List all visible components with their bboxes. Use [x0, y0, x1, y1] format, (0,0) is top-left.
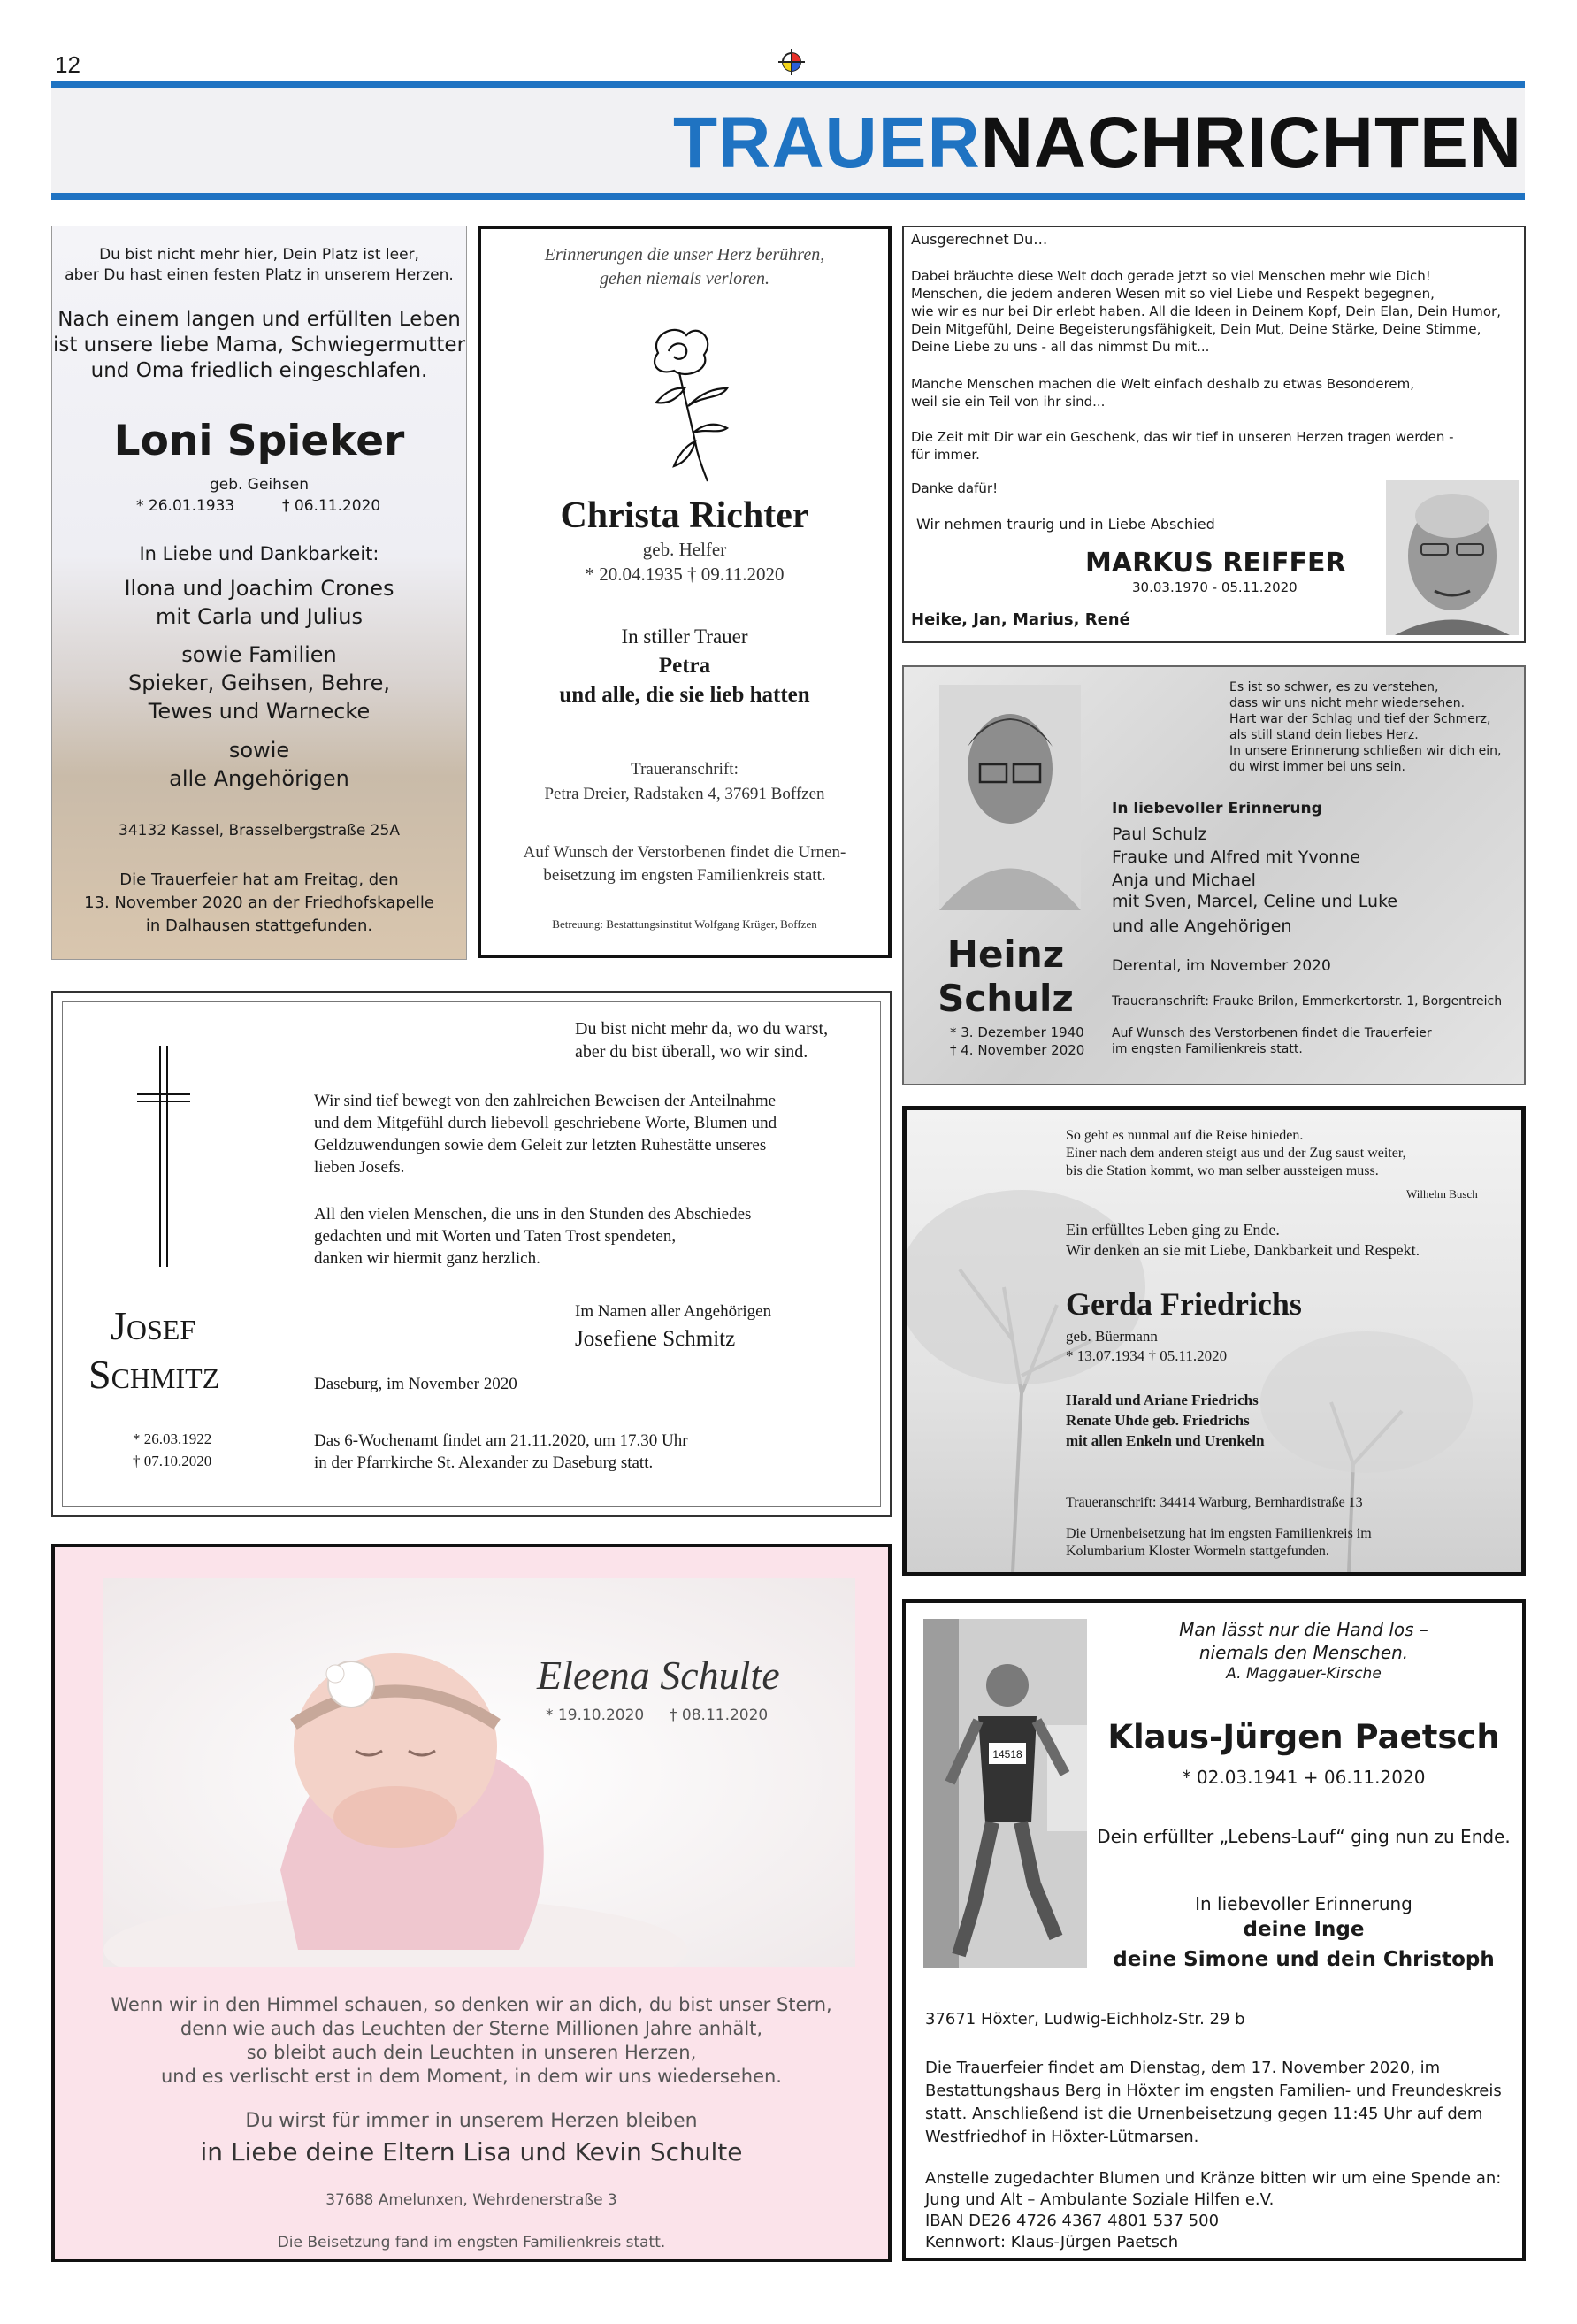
- mourner-line: und alle, die sie lieb hatten: [559, 683, 810, 707]
- donation-line: Anstelle zugedachter Blumen und Kränze bitten wir um eine Spende an:: [925, 2169, 1502, 2188]
- verse-line: denn wie auch das Leuchten der Sterne Millionen Jahre anhält,: [180, 2018, 763, 2039]
- verse-line: und es verlischt erst in dem Moment, in dem wir uns wiedersehen.: [160, 2066, 782, 2087]
- text-line: Deine Liebe zu uns - all das nimmst Du mit...: [911, 339, 1210, 355]
- mourners: Heike, Jan, Marius, René: [911, 610, 1130, 629]
- text-line: Menschen, die jedem anderen Wesen mit so viel Liebe und Respekt begegnen,: [911, 286, 1435, 302]
- intro-line: und Oma friedlich eingeschlafen.: [90, 359, 428, 382]
- cross-icon: [137, 1046, 190, 1267]
- address: Petra Dreier, Radstaken 4, 37691 Boffzen: [544, 785, 825, 803]
- obituary-christa-richter: [478, 226, 892, 958]
- mourner-line: Renate Uhde geb. Friedrichs: [1066, 1412, 1250, 1429]
- header-top-rule: [51, 81, 1525, 88]
- life-dates: * 20.04.1935 † 09.11.2020: [585, 564, 785, 585]
- poem-line: Einer nach dem anderen steigt aus und der Zug saust weiter,: [1066, 1146, 1406, 1161]
- quote-line: gehen niemals verloren.: [600, 269, 769, 288]
- quote-author: A. Maggauer-Kirsche: [1226, 1665, 1382, 1683]
- obituary-heinz-schulz: [902, 665, 1526, 1085]
- mourner-line: und alle Angehörigen: [1112, 917, 1292, 936]
- funeral-line: statt. Anschließend ist die Urnenbeisetzung gegen 11:45 Uhr auf dem: [925, 2105, 1483, 2123]
- mourner-line: mit allen Enkeln und Urenkeln: [1066, 1432, 1265, 1449]
- maiden-name: geb. Büermann: [1066, 1328, 1158, 1345]
- mourner-line: mit Sven, Marcel, Celine und Luke: [1112, 892, 1398, 911]
- note-line: Kolumbarium Kloster Wormeln stattgefunden.: [1066, 1544, 1329, 1559]
- obituary-eleena-schulte: [51, 1544, 892, 2262]
- mourner-line: Harald und Ariane Friedrichs: [1066, 1392, 1259, 1408]
- last-name: Schulz: [938, 977, 1074, 1020]
- text-line: Wir sind tief bewegt von den zahlreichen Beweisen der Anteilnahme: [314, 1092, 777, 1110]
- text-line: Ein erfülltes Leben ging zu Ende.: [1066, 1221, 1280, 1239]
- last-name: Schmitz: [88, 1352, 220, 1397]
- funeral-line: Die Trauerfeier findet am Dienstag, dem 17. November 2020, im: [925, 2059, 1441, 2077]
- quote-line: Du bist nicht mehr da, wo du warst,: [575, 1019, 829, 1039]
- behalf-line: Im Namen aller Angehörigen: [575, 1302, 772, 1321]
- quote-line: aber Du hast einen festen Platz in unserem Herzen.: [65, 266, 454, 284]
- death-date: † 4. November 2020: [950, 1042, 1085, 1058]
- mourner-line: sowie: [228, 738, 290, 763]
- page-title: [673, 99, 1522, 188]
- poem-line: bis die Station kommt, wo man selber aussteigen muss.: [1066, 1163, 1379, 1178]
- deceased-name: MARKUS REIFFER: [1085, 548, 1346, 579]
- text-line: Dein Mitgefühl, Deine Begeisterungsfähigkeit, Dein Mut, Deine Stärke, Deine Stimme,: [911, 321, 1481, 337]
- mourner-line: Anja und Michael: [1112, 871, 1256, 890]
- quote-line: als still stand dein liebes Herz.: [1229, 728, 1419, 742]
- deceased-name: Loni Spieker: [113, 417, 405, 465]
- life-dates: * 02.03.1941 + 06.11.2020: [1182, 1767, 1426, 1788]
- title-part-black: NACHRICHTEN: [980, 103, 1522, 183]
- life-dates: 30.03.1970 - 05.11.2020: [1132, 579, 1298, 595]
- text-line: danken wir hiermit ganz herzlich.: [314, 1249, 540, 1268]
- text-line: Manche Menschen machen die Welt einfach deshalb zu etwas Besonderem,: [911, 376, 1415, 392]
- birth-date: * 19.10.2020: [546, 1707, 645, 1724]
- note-line: im engsten Familienkreis statt.: [1112, 1042, 1303, 1056]
- funeral-line: Westfriedhof in Höxter-Lütmarsen.: [925, 2128, 1199, 2146]
- deceased-name: Gerda Friedrichs: [1066, 1286, 1302, 1322]
- maiden-name: geb. Geihsen: [209, 476, 310, 494]
- mass-line: in der Pfarrkirche St. Alexander zu Daseburg statt.: [314, 1453, 654, 1472]
- address: 37671 Höxter, Ludwig-Eichholz-Str. 29 b: [925, 2010, 1245, 2029]
- quote-line: In unsere Erinnerung schließen wir dich ein,: [1229, 744, 1502, 758]
- address: 34132 Kassel, Brasselbergstraße 25A: [119, 822, 400, 840]
- mourner-line: deine Inge: [1243, 1918, 1365, 1941]
- place-date: Derental, im November 2020: [1112, 957, 1331, 975]
- farewell-line: Wir nehmen traurig und in Liebe Abschied: [916, 516, 1215, 533]
- text-line: gedachten und mit Worten und Taten Trost spendeten,: [314, 1227, 677, 1246]
- text-line: Die Zeit mit Dir war ein Geschenk, das wir tief in unseren Herzen tragen werden -: [911, 429, 1454, 445]
- obituary-markus-reiffer: [902, 226, 1526, 643]
- mourner-line: sowie Familien: [181, 642, 337, 667]
- mass-line: Das 6-Wochenamt findet am 21.11.2020, um 17.30 Uhr: [314, 1431, 688, 1450]
- baby-photo: [103, 1578, 855, 1967]
- maiden-name: geb. Helfer: [642, 539, 727, 560]
- quote-line: Erinnerungen die unser Herz berühren,: [544, 245, 825, 265]
- registration-mark-icon: [778, 49, 805, 75]
- memory-line: In liebevoller Erinnerung: [1195, 1893, 1412, 1914]
- obituary-gerda-friedrichs: [902, 1106, 1526, 1576]
- obituary-josef-schmitz: [51, 991, 892, 1517]
- grief-line: In stiller Trauer: [621, 625, 748, 648]
- quote-line: du wirst immer bei uns sein.: [1229, 760, 1405, 774]
- burial-note: Die Beisetzung fand im engsten Familienkreis statt.: [277, 2234, 666, 2251]
- note-line: Auf Wunsch des Verstorbenen findet die Trauerfeier: [1112, 1026, 1432, 1040]
- first-name: Heinz: [946, 932, 1065, 976]
- mourner-line: Ilona und Joachim Crones: [124, 576, 394, 601]
- text-line: All den vielen Menschen, die uns in den Stunden des Abschiedes: [314, 1205, 752, 1223]
- funeral-line: Die Trauerfeier hat am Freitag, den: [119, 871, 399, 889]
- mourner-line: mit Carla und Julius: [155, 604, 364, 629]
- verse-line: Wenn wir in den Himmel schauen, so denken wir an dich, du bist unser Stern,: [111, 1994, 832, 2015]
- bib-number: 14518: [992, 1748, 1022, 1760]
- mourner-line: alle Angehörigen: [169, 766, 349, 791]
- page-number: 12: [55, 51, 80, 78]
- undertaker: Betreuung: Bestattungsinstitut Wolfgang Krüger, Boffzen: [552, 917, 817, 931]
- forever-line: Du wirst für immer in unserem Herzen bleiben: [245, 2110, 698, 2132]
- portrait-photo: [1386, 480, 1519, 635]
- rose-icon: [623, 318, 746, 486]
- text-line: Ausgerechnet Du…: [911, 231, 1048, 248]
- quote-line: Du bist nicht mehr hier, Dein Platz ist leer,: [99, 246, 419, 264]
- funeral-line: 13. November 2020 an der Friedhofskapelle: [84, 894, 434, 912]
- donation-line: Kennwort: Klaus-Jürgen Paetsch: [925, 2233, 1179, 2251]
- address: 37688 Amelunxen, Wehrdenerstraße 3: [325, 2191, 617, 2209]
- intro-line: Nach einem langen und erfüllten Leben: [57, 308, 461, 331]
- text-line: und dem Mitgefühl durch liebevoll geschriebene Worte, Blumen und: [314, 1114, 777, 1132]
- mourner-line: Tewes und Warnecke: [148, 699, 371, 724]
- grief-line: In Liebe und Dankbarkeit:: [139, 543, 379, 564]
- death-date: † 06.11.2020: [282, 497, 381, 515]
- funeral-line: in Dalhausen stattgefunden.: [145, 917, 373, 935]
- title-part-blue: TRAUER: [673, 103, 981, 183]
- quote-line: aber du bist überall, wo wir sind.: [575, 1042, 808, 1062]
- life-dates: * 13.07.1934 † 05.11.2020: [1066, 1347, 1228, 1364]
- address: Traueranschrift: 34414 Warburg, Bernhardistraße 13: [1066, 1495, 1363, 1510]
- note-line: Die Urnenbeisetzung hat im engsten Familienkreis im: [1066, 1526, 1372, 1541]
- mourner-line: Spieker, Geihsen, Behre,: [128, 671, 390, 695]
- note-line: beisetzung im engsten Familienkreis statt.: [543, 866, 826, 885]
- place-date: Daseburg, im November 2020: [314, 1375, 517, 1393]
- text-line: weil sie ein Teil von ihr sind...: [911, 394, 1106, 410]
- poem-author: Wilhelm Busch: [1406, 1187, 1478, 1200]
- first-name: Josef: [111, 1303, 196, 1348]
- mourner-line: Petra: [658, 654, 711, 678]
- quote-line: Man lässt nur die Hand los –: [1179, 1619, 1428, 1640]
- life-run-line: Dein erfüllter „Lebens-Lauf“ ging nun zu Ende.: [1097, 1826, 1511, 1847]
- birth-date: * 3. Dezember 1940: [950, 1024, 1084, 1040]
- intro-line: ist unsere liebe Mama, Schwiegermutter: [52, 334, 466, 357]
- memory-line: In liebevoller Erinnerung: [1112, 800, 1322, 817]
- text-line: für immer.: [911, 447, 980, 463]
- deceased-name: Eleena Schulte: [537, 1653, 780, 1698]
- verse-line: so bleibt auch dein Leuchten in unseren Herzen,: [246, 2042, 697, 2063]
- funeral-line: Bestattungshaus Berg in Höxter im engsten Familien- und Freundeskreis: [925, 2082, 1502, 2100]
- death-date: † 08.11.2020: [670, 1707, 769, 1724]
- runner-photo: [923, 1619, 1087, 1968]
- text-line: wie wir es nur bei Dir erlebt haben. All die Ideen in Deinem Kopf, Dein Elan, Dein Humor,: [911, 303, 1502, 319]
- text-line: Geldzuwendungen sowie dem Geleit zur letzten Ruhestätte unseres: [314, 1136, 767, 1154]
- note-line: Auf Wunsch der Verstorbenen findet die Urnen-: [523, 843, 846, 862]
- deceased-name: Christa Richter: [560, 495, 809, 536]
- address: Traueranschrift: Frauke Brilon, Emmerkertorstr. 1, Borgentreich: [1112, 994, 1503, 1009]
- quote-line: Es ist so schwer, es zu verstehen,: [1229, 680, 1439, 694]
- quote-line: Hart war der Schlag und tief der Schmerz,: [1229, 712, 1491, 726]
- mourner-line: deine Simone und dein Christoph: [1113, 1948, 1495, 1971]
- death-date: † 07.10.2020: [133, 1453, 212, 1469]
- text-line: Dabei bräuchte diese Welt doch gerade jetzt so viel Menschen mehr wie Dich!: [911, 268, 1431, 284]
- quote-line: niemals den Menschen.: [1198, 1642, 1409, 1663]
- birth-date: * 26.01.1933: [136, 497, 235, 515]
- birth-date: * 26.03.1922: [133, 1430, 212, 1447]
- obituary-klaus-juergen-paetsch: [902, 1599, 1526, 2261]
- donation-line: Jung und Alt – Ambulante Soziale Hilfen e.V.: [925, 2190, 1275, 2209]
- quote-line: dass wir uns nicht mehr wiedersehen.: [1229, 696, 1466, 710]
- text-line: lieben Josefs.: [314, 1158, 405, 1177]
- mourner-line: Frauke und Alfred mit Yvonne: [1112, 848, 1360, 867]
- donation-line: IBAN DE26 4726 4367 4801 537 500: [925, 2212, 1220, 2230]
- portrait-photo: [939, 685, 1081, 910]
- deceased-name: Klaus-Jürgen Paetsch: [1107, 1718, 1500, 1756]
- poem-line: So geht es nunmal auf die Reise hinieden.: [1066, 1128, 1304, 1143]
- header-bottom-rule: [51, 193, 1525, 200]
- text-line: Wir denken an sie mit Liebe, Dankbarkeit und Respekt.: [1066, 1241, 1420, 1259]
- text-line: Danke dafür!: [911, 480, 999, 496]
- parents-line: in Liebe deine Eltern Lisa und Kevin Schulte: [200, 2137, 743, 2167]
- mourner-line: Paul Schulz: [1112, 825, 1207, 844]
- address-label: Traueranschrift:: [631, 760, 739, 779]
- obituary-loni-spieker: [51, 226, 467, 960]
- signer: Josefiene Schmitz: [575, 1327, 736, 1351]
